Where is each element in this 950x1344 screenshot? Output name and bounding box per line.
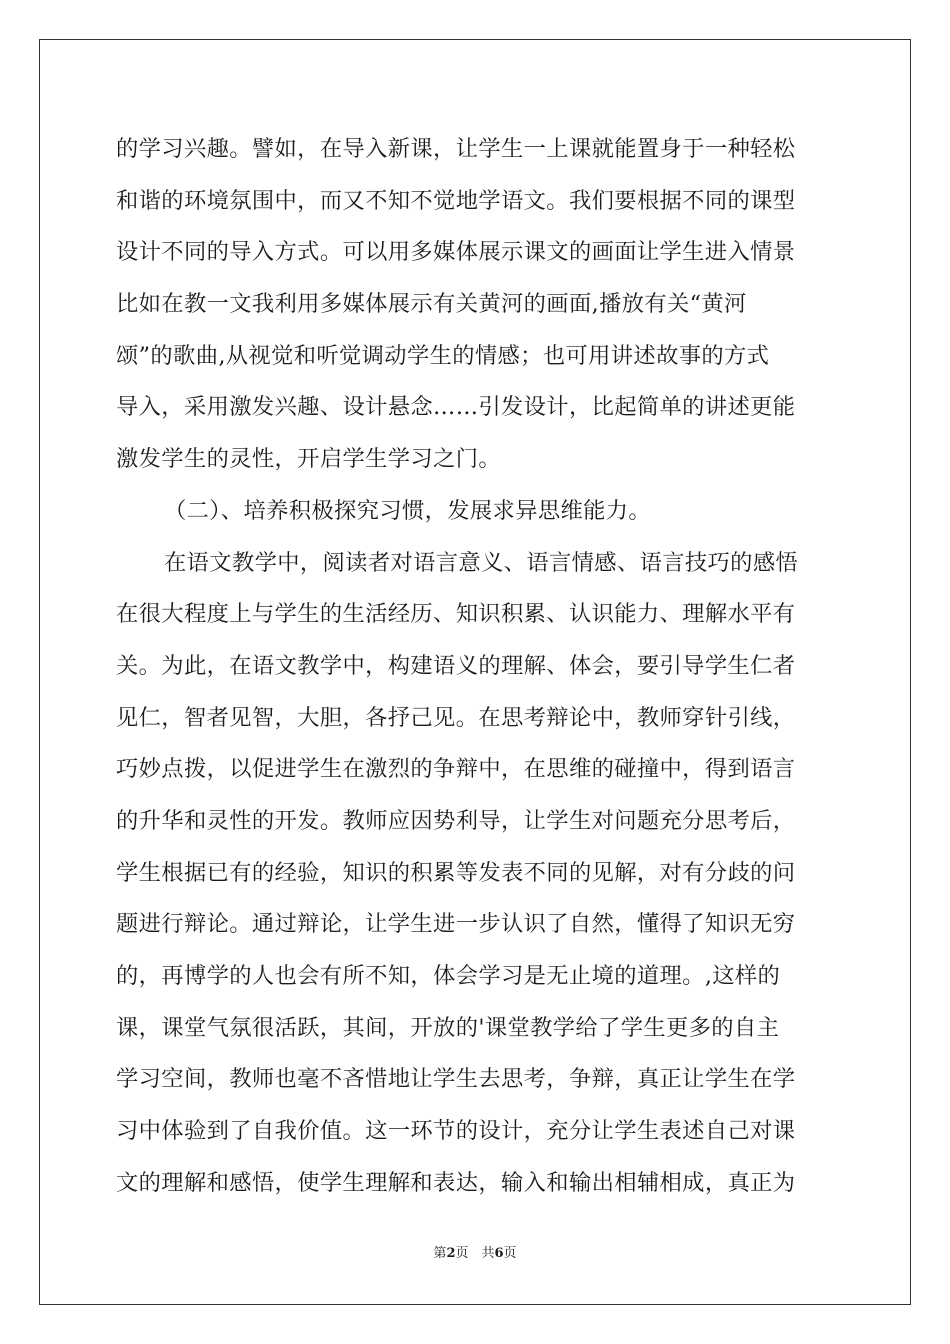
text-line: 关。为此，在语文教学中，构建语义的理解、体会，要引导学生仁者 <box>116 652 796 679</box>
text-line: 和谐的环境氛围中，而又不知不觉地学语文。我们要根据不同的课型 <box>116 187 796 214</box>
text-line: 巧妙点拨，以促进学生在激烈的争辩中，在思维的碰撞中，得到语言 <box>116 756 796 783</box>
text-line: 激发学生的灵性，开启学生学习之门。 <box>116 446 501 473</box>
text-line: （二）、培养积极探究习惯，发展求异思维能力。 <box>164 497 652 524</box>
total-page-number: 6 <box>494 1246 504 1261</box>
text-line: 比如在教一文我利用多媒体展示有关黄河的画面,播放有关“黄河 <box>116 291 747 318</box>
document-body <box>116 124 836 1209</box>
current-page-number: 2 <box>446 1246 456 1261</box>
text-line: 在很大程度上与学生的生活经历、知识积累、认识能力、理解水平有 <box>116 601 796 628</box>
text-line: 导入，采用激发兴趣、设计悬念……引发设计，比起简单的讲述更能 <box>116 394 796 421</box>
text-line: 的升华和灵性的开发。教师应因势利导，让学生对问题充分思考后， <box>116 807 796 834</box>
text-line: 在语文教学中，阅读者对语言意义、语言情感、语言技巧的感悟 <box>164 549 799 576</box>
text-line: 学生根据已有的经验，知识的积累等发表不同的见解，对有分歧的问 <box>116 859 796 886</box>
text-line: 课，课堂气氛很活跃，其间，开放的'课堂教学给了学生更多的自主 <box>116 1014 780 1041</box>
page-suffix: 页 <box>503 1246 517 1261</box>
text-line: 的，再博学的人也会有所不知，体会学习是无止境的道理。,这样的 <box>116 963 781 989</box>
text-line: 颂”的歌曲,从视觉和听觉调动学生的情感；也可用讲述故事的方式 <box>116 342 770 369</box>
page-mid-text: 页 共 <box>455 1246 495 1261</box>
text-line: 的学习兴趣。譬如，在导入新课，让学生一上课就能置身于一种轻松 <box>116 136 796 162</box>
text-line: 见仁，智者见智，大胆，各抒己见。在思考辩论中，教师穿针引线， <box>116 704 796 731</box>
text-line: 学习空间，教师也毫不吝惜地让学生去思考，争辩，真正让学生在学 <box>116 1066 796 1093</box>
text-line: 设计不同的导入方式。可以用多媒体展示课文的画面让学生进入情景 <box>116 239 796 266</box>
text-line: 文的理解和感悟，使学生理解和表达，输入和输出相辅相成，真正为 <box>116 1169 796 1196</box>
page-prefix: 第 <box>433 1246 447 1261</box>
text-line: 题进行辩论。通过辩论，让学生进一步认识了自然，懂得了知识无穷 <box>116 911 796 938</box>
text-line: 习中体验到了自我价值。这一环节的设计，充分让学生表述自己对课 <box>116 1118 796 1145</box>
page-footer <box>0 1245 950 1263</box>
